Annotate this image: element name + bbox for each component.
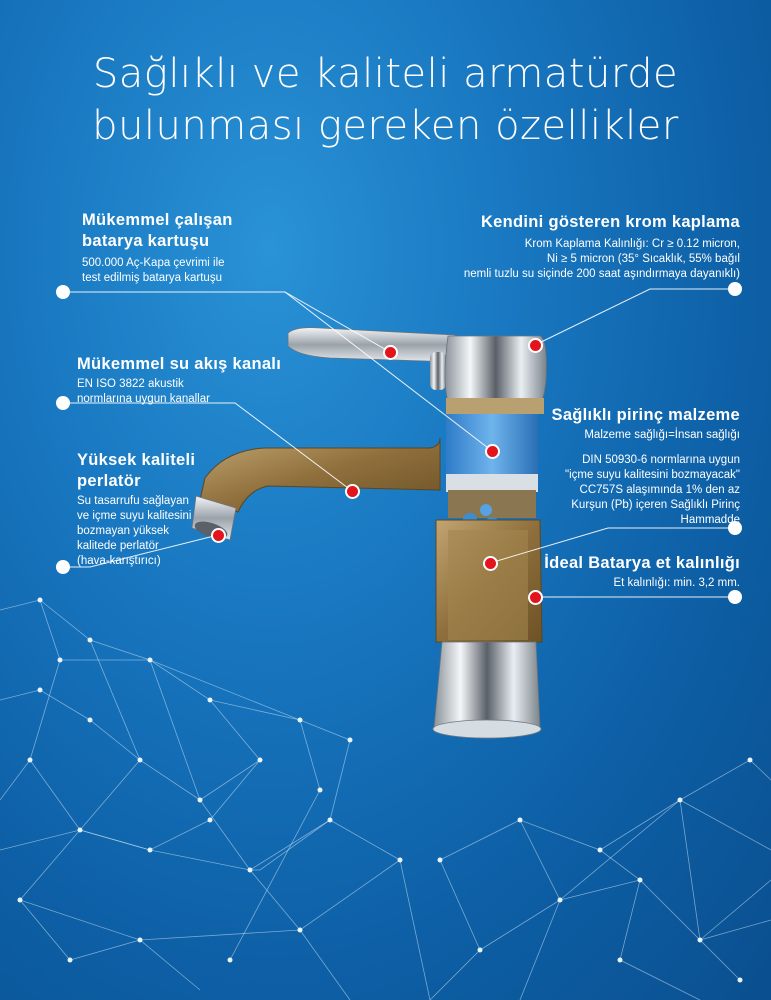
feature-aerator bbox=[77, 450, 227, 569]
feature-brass bbox=[500, 405, 740, 528]
brass-desc-line-2: DIN 50930-6 normlarına uygun bbox=[582, 454, 740, 466]
aerator-desc-line-2: ve içme suyu kalitesini bbox=[77, 510, 192, 522]
aerator-description bbox=[77, 494, 227, 569]
brass-desc-line-4: CC757S alaşımında 1% den az bbox=[579, 484, 740, 496]
feature-wall-thickness bbox=[500, 553, 740, 591]
flow-callout-endpoint bbox=[56, 396, 70, 410]
chrome-desc-line-1: Krom Kaplama Kalınlığı: Cr ≥ 0.12 micron, bbox=[524, 238, 740, 250]
title-line-2: bulunması gereken özellikler bbox=[92, 103, 679, 149]
brass-desc-line-1: Malzeme sağlığı=İnsan sağlığı bbox=[584, 429, 740, 441]
aerator-callout-endpoint bbox=[56, 560, 70, 574]
brass-description bbox=[500, 428, 740, 528]
cartridge-marker bbox=[485, 444, 500, 459]
flow-description bbox=[77, 377, 317, 407]
chrome-desc-line-3: nemli tuzlu su siçinde 200 saat aşındırmaya dayanıklı) bbox=[463, 268, 740, 280]
brass-title: Sağlıklı pirinç malzeme bbox=[551, 406, 740, 424]
chrome-description bbox=[420, 237, 740, 282]
cartridge-description bbox=[82, 256, 292, 286]
cartridge-desc-line-1: 500.000 Aç-Kapa çevrimi ile bbox=[82, 257, 225, 269]
brass-marker bbox=[483, 556, 498, 571]
chrome-desc-line-2: Ni ≥ 5 micron (35° Sıcaklık, 55% bağıl bbox=[546, 253, 740, 265]
chrome-callout-endpoint bbox=[728, 282, 742, 296]
aerator-desc-line-4: kalitede perlatör bbox=[77, 540, 159, 552]
aerator-desc-line-1: Su tasarrufu sağlayan bbox=[77, 495, 189, 507]
aerator-desc-line-5: (hava-karıştırıcı) bbox=[77, 555, 161, 567]
aerator-desc-line-3: bozmayan yüksek bbox=[77, 525, 170, 537]
brass-desc-line-5: Kurşun (Pb) içeren Sağlıklı Pirinç bbox=[571, 499, 740, 511]
feature-flow-channel bbox=[77, 354, 317, 407]
thickness-description: Et kalınlığı: min. 3,2 mm. bbox=[613, 577, 740, 589]
thickness-title: İdeal Batarya et kalınlığı bbox=[544, 554, 740, 572]
chrome-marker bbox=[528, 338, 543, 353]
aerator-title-line-1: Yüksek kaliteli bbox=[77, 451, 196, 469]
chrome-title: Kendini gösteren krom kaplama bbox=[480, 213, 740, 231]
aerator-title bbox=[77, 450, 227, 492]
thickness-marker bbox=[528, 590, 543, 605]
cartridge-desc-line-2: test edilmiş batarya kartuşu bbox=[82, 272, 222, 284]
cartridge-title bbox=[82, 210, 292, 252]
flow-channel-marker bbox=[345, 484, 360, 499]
cartridge-title-line-1: Mükemmel çalışan bbox=[82, 211, 233, 229]
brass-desc-line-3: "içme suyu kalitesini bozmayacak" bbox=[565, 469, 740, 481]
flow-desc-line-2: normlarına uygun kanallar bbox=[77, 393, 210, 405]
feature-chrome bbox=[420, 212, 740, 282]
title-line-1: Sağlıklı ve kaliteli armatürde bbox=[92, 51, 679, 97]
handle-marker bbox=[383, 345, 398, 360]
feature-cartridge bbox=[82, 210, 292, 286]
thickness-callout-endpoint bbox=[728, 590, 742, 604]
aerator-title-line-2: perlatör bbox=[77, 472, 141, 490]
flow-desc-line-1: EN ISO 3822 akustik bbox=[77, 378, 184, 390]
brass-desc-line-6: Hammadde bbox=[680, 514, 740, 526]
cartridge-title-line-2: batarya kartuşu bbox=[82, 232, 210, 250]
flow-title: Mükemmel su akış kanalı bbox=[77, 355, 282, 373]
cartridge-callout-endpoint bbox=[56, 285, 70, 299]
